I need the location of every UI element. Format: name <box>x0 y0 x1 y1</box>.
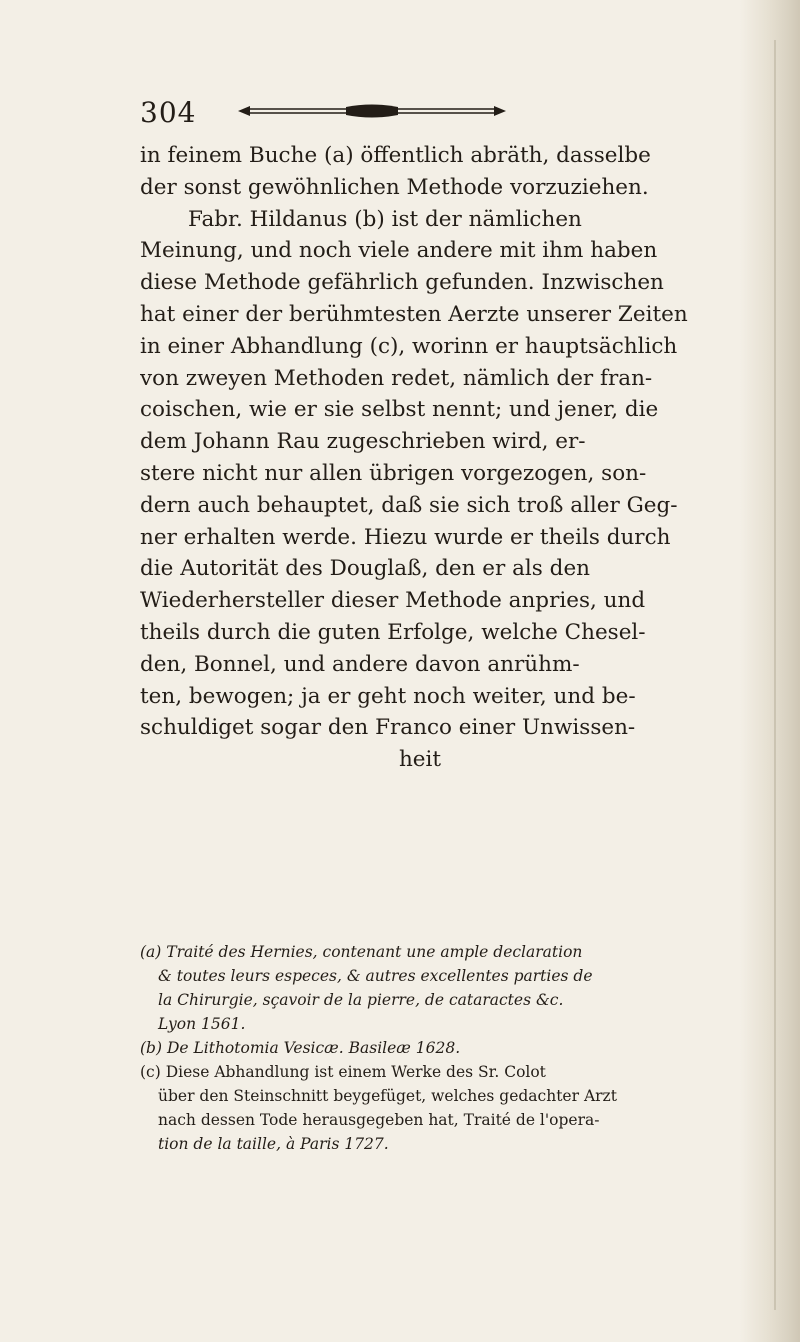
catchword: heit <box>398 747 442 773</box>
header-ornament <box>236 104 508 118</box>
text-line: Wiederhersteller dieser Methode anpries, und <box>140 588 646 614</box>
main-text <box>140 140 700 776</box>
page-number: 304 <box>140 96 197 129</box>
text-line: ner erhalten werde. Hiezu wurde er theils durch <box>140 524 671 550</box>
footnotes <box>140 940 700 1156</box>
text-line: schuldiget sogar den Franco einer Unwissen- <box>140 715 636 741</box>
text-line: Meinung, und noch viele andere mit ihm haben <box>140 238 658 264</box>
text-line: den, Bonnel, und andere davon anrühm- <box>140 651 580 677</box>
text-line: in feinem Buche (a) öffentlich abräth, dasselbe <box>140 143 651 168</box>
text-line: hat einer der berühmtesten Aerzte unserer Zeiten <box>140 301 688 327</box>
text-line: coischen, wie er sie selbst nennt; und jener, die <box>140 397 659 423</box>
text-line: in einer Abhandlung (c), worinn er hauptsächlich <box>140 333 678 359</box>
footnote-line: & toutes leurs especes, & autres excellentes parties de <box>158 967 593 985</box>
text-line: von zweyen Methoden redet, nämlich der fran- <box>140 365 653 391</box>
text-line: die Autorität des Douglaß, den er als den <box>140 556 591 582</box>
binding-shadow <box>774 40 776 1310</box>
footnote-line: la Chirurgie, sçavoir de la pierre, de cataractes &c. <box>158 991 564 1009</box>
text-line: der sonst gewöhnlichen Methode vorzuziehen. <box>140 174 649 200</box>
footnote-line: tion de la taille, à Paris 1727. <box>158 1135 389 1153</box>
text-line: diese Methode gefährlich gefunden. Inzwischen <box>140 270 664 296</box>
page-edge <box>740 0 800 1342</box>
text-line: theils durch die guten Erfolge, welche Chesel- <box>140 619 646 645</box>
footnote-line: Lyon 1561. <box>158 1015 246 1033</box>
footnote-line: (a) Traité des Hernies, contenant une ample declaration <box>140 943 583 961</box>
footnote-line: über den Steinschnitt beygefüget, welches gedachter Arzt <box>158 1087 617 1105</box>
footnote-line: (b) De Lithotomia Vesicæ. Basileæ 1628. <box>140 1039 461 1057</box>
footnote-line: (c) Diese Abhandlung ist einem Werke des Sr. Colot <box>140 1063 546 1081</box>
text-line: stere nicht nur allen übrigen vorgezogen, son- <box>140 460 647 486</box>
text-line: ten, bewogen; ja er geht noch weiter, und be- <box>140 683 636 709</box>
text-line: dem Johann Rau zugeschrieben wird, er- <box>140 429 586 455</box>
footnote-line: nach dessen Tode herausgegeben hat, Traité de l'opera- <box>158 1111 600 1129</box>
text-line: Fabr. Hildanus (b) ist der nämlichen <box>188 206 582 232</box>
text-line: dern auch behauptet, daß sie sich troß aller Geg- <box>140 492 678 518</box>
